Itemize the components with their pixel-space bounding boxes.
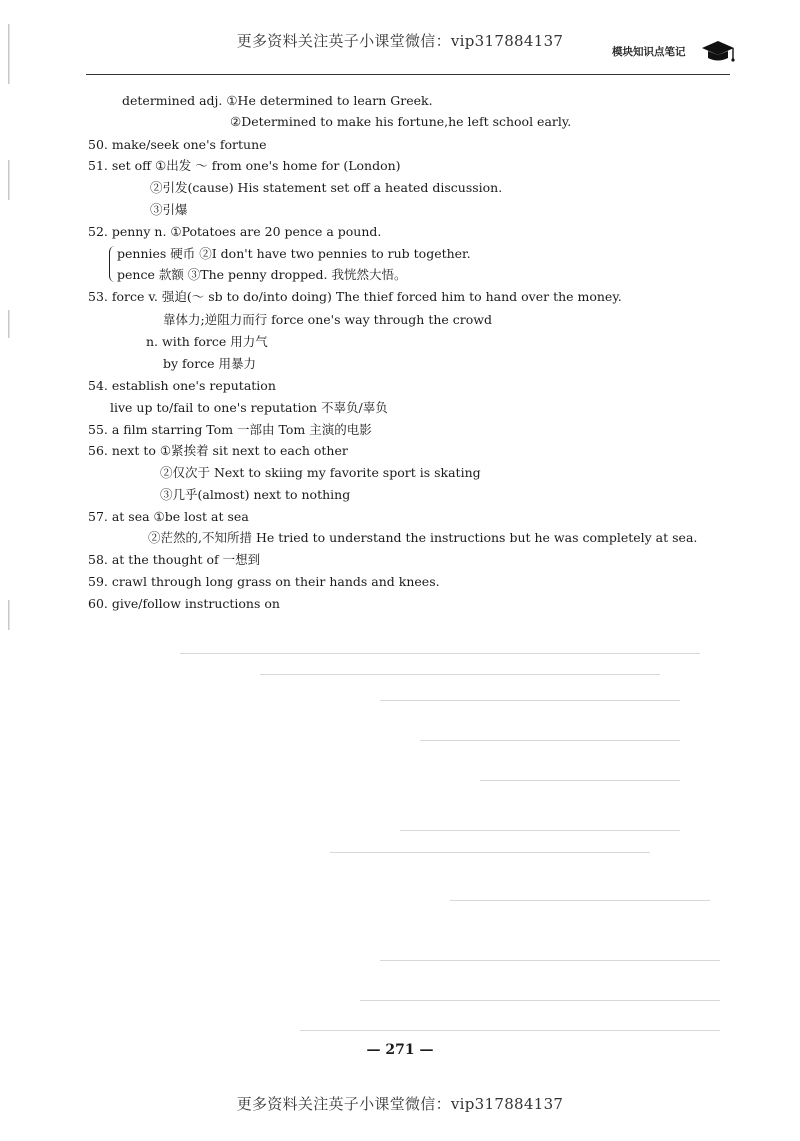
note-line: 52. penny n. ①Potatoes are 20 pence a pound.: [88, 224, 382, 239]
header-label: 模块知识点笔记: [612, 46, 686, 58]
note-line: 51. set off ①出发 ～ from one's home for (London): [88, 158, 401, 173]
note-line: 59. crawl through long grass on their hands and knees.: [88, 574, 440, 589]
note-line: 53. force v. 强迫(～ sb to do/into doing) The thief forced him to hand over the money.: [88, 289, 622, 304]
note-line: ②仅次于 Next to skiing my favorite sport is skating: [160, 465, 481, 480]
note-line: 靠体力;逆阻力而行 force one's way through the crowd: [163, 312, 492, 327]
note-line: 56. next to ①紧挨着 sit next to each other: [88, 443, 348, 458]
note-line: n. with force 用力气: [146, 334, 268, 349]
note-line: ②Determined to make his fortune,he left school early.: [230, 114, 572, 129]
note-line: 60. give/follow instructions on: [88, 596, 280, 611]
graduation-cap-icon: [700, 38, 736, 64]
note-line: 58. at the thought of 一想到: [88, 552, 261, 567]
note-line: determined adj. ①He determined to learn Greek.: [122, 93, 433, 108]
note-line: 54. establish one's reputation: [88, 378, 276, 393]
note-line: pence 款额 ③The penny dropped. 我恍然大悟。: [117, 267, 407, 282]
watermark-top: 更多资料关注英子小课堂微信：vip317884137: [236, 32, 564, 50]
header-rule: [86, 74, 730, 75]
note-line: ③引爆: [150, 202, 188, 217]
note-line: 57. at sea ①be lost at sea: [88, 509, 249, 524]
watermark-bottom: 更多资料关注英子小课堂微信：vip317884137: [236, 1095, 564, 1113]
note-line: ②茫然的,不知所措 He tried to understand the instructions but he was completely at sea.: [148, 530, 698, 545]
note-line: live up to/fail to one's reputation 不辜负/辜负: [110, 400, 388, 415]
brace: [109, 246, 116, 282]
note-line: 55. a film starring Tom 一部由 Tom 主演的电影: [88, 422, 372, 437]
note-line: by force 用暴力: [163, 356, 257, 371]
page-number: — 271 —: [366, 1042, 434, 1058]
note-line: 50. make/seek one's fortune: [88, 137, 267, 152]
note-line: ③几乎(almost) next to nothing: [160, 487, 351, 502]
note-line: ②引发(cause) His statement set off a heated discussion.: [150, 180, 503, 195]
note-line: pennies 硬币 ②I don't have two pennies to rub together.: [117, 246, 471, 261]
